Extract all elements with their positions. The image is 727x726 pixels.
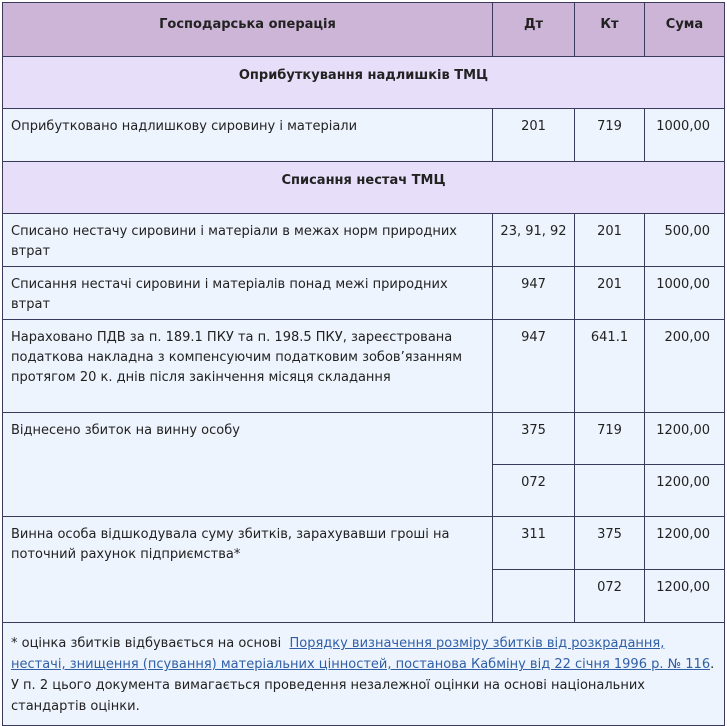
row-operation: Списання нестачі сировини і матеріалів понад межі природних втрат	[3, 267, 493, 320]
row-kt: 719	[575, 109, 645, 162]
section-title-surplus: Оприбуткування надлишків ТМЦ	[3, 57, 725, 109]
row-dt: 23, 91, 92	[493, 214, 575, 267]
footnote-link[interactable]: Порядку визначення розміру збитків від розкрадання, нестачі, знищення (псування) матеріальних цінностей, постанова Кабміну від 22 січня 1996 р. № 116	[11, 636, 711, 672]
row-kt: 072	[575, 570, 645, 623]
row-kt: 375	[575, 517, 645, 570]
table-row	[3, 109, 725, 162]
row-dt: 072	[493, 465, 575, 517]
row-dt: 947	[493, 320, 575, 413]
row-sum: 200,00	[645, 320, 725, 413]
row-dt: 375	[493, 413, 575, 465]
table-row	[3, 517, 725, 570]
section-row	[3, 57, 725, 109]
row-sum: 1200,00	[645, 465, 725, 517]
row-dt: 201	[493, 109, 575, 162]
header-dt: Дт	[493, 3, 575, 57]
header-sum: Сума	[645, 3, 725, 57]
section-row	[3, 162, 725, 214]
table-row	[3, 267, 725, 320]
row-kt	[575, 465, 645, 517]
row-operation: Оприбутковано надлишкову сировину і матеріали	[3, 109, 493, 162]
row-kt: 641.1	[575, 320, 645, 413]
row-dt	[493, 570, 575, 623]
footnote	[3, 623, 725, 726]
header-kt: Кт	[575, 3, 645, 57]
section-title-shortage: Списання нестач ТМЦ	[3, 162, 725, 214]
row-kt: 201	[575, 267, 645, 320]
row-dt: 947	[493, 267, 575, 320]
row-sum: 1200,00	[645, 413, 725, 465]
table-row	[3, 320, 725, 413]
row-operation: Нараховано ПДВ за п. 189.1 ПКУ та п. 198.5 ПКУ, зареєстрована податкова накладна з компенсуючим податковим зобов’язанням протягом 20 к. днів після закінчення місяця складання	[3, 320, 493, 413]
table-row	[3, 214, 725, 267]
footnote-prefix: * оцінка збитків відбувається на основі	[11, 636, 282, 651]
table-header-row	[3, 3, 725, 57]
row-operation: Винна особа відшкодувала суму збитків, зарахувавши гроші на поточний рахунок підприємства*	[3, 517, 493, 623]
row-dt: 311	[493, 517, 575, 570]
row-sum: 1200,00	[645, 570, 725, 623]
footnote-row	[3, 623, 725, 726]
row-operation: Віднесено збиток на винну особу	[3, 413, 493, 517]
row-operation: Списано нестачу сировини і матеріали в межах норм природних втрат	[3, 214, 493, 267]
row-sum: 500,00	[645, 214, 725, 267]
row-sum: 1200,00	[645, 517, 725, 570]
row-sum: 1000,00	[645, 267, 725, 320]
header-operation: Господарська операція	[3, 3, 493, 57]
table-row	[3, 413, 725, 465]
footnote-suffix: . У п. 2 цього документа вимагається проведення незалежної оцінки на основі національних стандартів оцінки.	[11, 657, 715, 714]
row-kt: 719	[575, 413, 645, 465]
row-sum: 1000,00	[645, 109, 725, 162]
row-kt: 201	[575, 214, 645, 267]
accounting-table	[2, 2, 725, 726]
